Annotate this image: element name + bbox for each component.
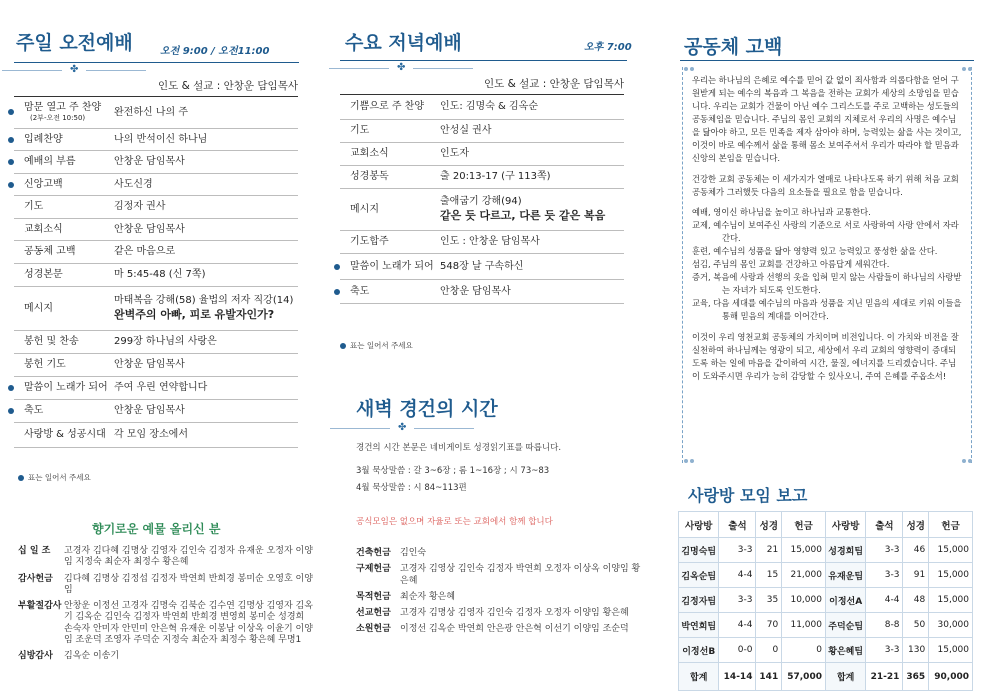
bullet-icon xyxy=(8,109,14,115)
report-header-row xyxy=(679,512,973,538)
order-value-text: 출애굽기 강해(94) xyxy=(440,196,522,208)
offering-list xyxy=(18,546,314,667)
order-value xyxy=(440,260,624,274)
confession-item: 섬김, 주님의 몸인 교회를 건강하고 아름답게 세워간다. xyxy=(692,259,890,270)
ornament-dot-icon xyxy=(690,67,694,71)
order-label xyxy=(14,405,114,417)
report-cell: 0 xyxy=(782,638,826,663)
sunday-underline xyxy=(14,62,299,63)
offering-names: 안창운 이정선 고경자 김명숙 김북순 김수연 김명상 김영자 김옥기 김옥순 김인숙 김정자 박연희 반희경 변영희 봉미순 성경희 손숙자 안미자 안민미 안은혁 유재운 이봉남 이상옥 이윤기 이양임 조운덕 조영자 주덕순 지정숙 최순자 최정수 황은혜 무명1 xyxy=(64,601,313,645)
offering-names: 고경자 김영상 김인숙 김정자 박연희 오정자 이상옥 이양임 황은혜 xyxy=(400,564,641,586)
report-row xyxy=(679,638,973,663)
order-value-text: 인도 : 안창운 담임목사 xyxy=(440,236,540,248)
order-value xyxy=(114,106,298,120)
report-cell: 48 xyxy=(903,588,929,613)
wednesday-underline xyxy=(340,60,627,61)
order-label-text: 축도 xyxy=(24,405,44,416)
report-cell: 90,000 xyxy=(929,663,973,691)
confession-item: 훈련, 예수님의 성품을 닮아 영향력 있고 능력있고 풍성한 삶을 산다. xyxy=(692,246,938,257)
order-value-text: 인도자 xyxy=(440,148,469,160)
order-value-text: 출 20:13-17 (구 113쪽) xyxy=(440,171,551,183)
order-label-text: 신앙고백 xyxy=(24,178,63,190)
order-row xyxy=(14,287,298,331)
order-row xyxy=(14,354,298,377)
order-label xyxy=(14,179,114,191)
order-value xyxy=(114,178,298,192)
confession-text xyxy=(692,74,964,391)
report-cell: 141 xyxy=(756,663,782,691)
order-label-text: 성경봉독 xyxy=(350,171,389,182)
order-value-text: 안창운 담임목사 xyxy=(114,223,185,235)
order-value xyxy=(114,268,298,282)
order-value-text: 안창운 담임목사 xyxy=(114,359,185,371)
report-cell: 365 xyxy=(903,663,929,691)
bullet-icon xyxy=(334,289,340,295)
report-cell: 합계 xyxy=(825,663,865,691)
sunday-order-table xyxy=(14,96,298,448)
wednesday-order-table xyxy=(340,94,624,304)
order-label xyxy=(340,236,440,248)
bullet-icon xyxy=(8,385,14,391)
order-row xyxy=(340,254,624,280)
confession-underline xyxy=(680,60,974,61)
confession-item: 예배, 영이신 하나님을 높이고 하나님과 교통한다. xyxy=(692,207,871,218)
order-label xyxy=(14,201,114,213)
confession-item: 증거, 복음에 사랑과 선행의 옷을 입혀 믿지 않는 사람들이 하나님의 사랑받는 자녀가 되도록 인도한다. xyxy=(692,272,962,296)
order-label xyxy=(14,224,114,236)
order-value-text: 299장 하나님의 사랑은 xyxy=(114,336,217,348)
order-label xyxy=(340,286,440,298)
order-value xyxy=(114,133,298,147)
report-cell: 4-4 xyxy=(719,563,756,588)
report-cell: 11,000 xyxy=(782,613,826,638)
confession-p3: 이것이 우리 영천교회 공동체의 가치이며 비전입니다. 이 가치와 비전을 잘 실천하여 하나님께는 영광이 되고, 세상에서 우리 교회의 영향력이 증대되도록 하는 일에 마음을 같이하여 시간, 물질, 에너지를 드리겠습니다. 주님이 도와주시면 우리가 능히 감당할 수 있사오니, 주여 은혜를 주옵소서! xyxy=(692,331,959,381)
order-label-text: 입례찬양 xyxy=(24,133,63,145)
offering-row xyxy=(356,592,646,603)
confession-item: 교육, 다음 세대를 예수님의 마음과 성품을 지닌 믿음의 세대로 키워 이들을 통해 믿음의 계대를 이어간다. xyxy=(692,298,962,321)
order-value xyxy=(114,200,298,214)
order-label-text: 교회소식 xyxy=(350,148,389,159)
order-row xyxy=(14,377,298,400)
order-value-highlight: 같은 듯 다르고, 다른 듯 같은 복음 xyxy=(440,208,606,222)
wednesday-time: 오후 7:00 xyxy=(584,42,632,53)
order-row xyxy=(340,189,624,231)
order-value-text: 548장 날 구속하신 xyxy=(440,260,524,272)
report-cell: 3-3 xyxy=(719,588,756,613)
order-value-text: 김정자 권사 xyxy=(114,201,166,213)
ornament-dot-icon xyxy=(690,459,694,463)
order-value-text: 마 5:45-48 (신 7쪽) xyxy=(114,269,206,281)
order-value-text: 인도: 김명숙 & 김옥순 xyxy=(440,101,538,113)
report-row xyxy=(679,613,973,638)
order-row xyxy=(340,143,624,166)
order-label-text: 말씀이 노래가 되어 xyxy=(350,260,434,272)
report-header-cell: 성경 xyxy=(756,512,782,538)
report-cell: 15,000 xyxy=(782,538,826,563)
order-label xyxy=(14,429,114,441)
order-label-text: 기도 xyxy=(24,201,44,212)
report-cell: 주덕순팀 xyxy=(825,613,865,638)
report-header-cell: 헌금 xyxy=(929,512,973,538)
sunday-time: 오전 9:00 / 오전11:00 xyxy=(160,46,270,57)
ornament-dot-icon xyxy=(684,67,688,71)
offering-names: 고경자 김명상 김영자 김인숙 김정자 오정자 이양임 황은혜 xyxy=(400,608,629,618)
sunday-standing-note xyxy=(28,472,91,483)
order-label xyxy=(14,303,114,315)
report-cell: 3-3 xyxy=(866,563,903,588)
report-header-cell: 사랑방 xyxy=(825,512,865,538)
order-label xyxy=(340,148,440,160)
dawn-line-1: 경건의 시간 본문은 네비게이토 성경읽기표를 따릅니다. xyxy=(356,443,562,453)
order-value xyxy=(440,285,624,299)
clover-ornament-icon: ✤ xyxy=(70,64,79,75)
bullet-icon xyxy=(18,475,24,481)
confession-p2: 건강한 교회 공동체는 이 세가지가 열매로 나타나도록 하기 위해 처음 교회 공동체가 그러했듯 다음의 요소들을 필요로 함을 믿습니다. xyxy=(692,173,959,197)
order-value-text: 각 모임 장소에서 xyxy=(114,429,188,441)
order-value xyxy=(440,235,624,249)
report-cell: 김옥순팀 xyxy=(679,563,719,588)
ornament-dot-icon xyxy=(684,459,688,463)
order-label-text: 기도합주 xyxy=(350,236,389,247)
order-row xyxy=(14,423,298,448)
order-label-text: 성경본문 xyxy=(24,269,63,280)
report-cell: 50 xyxy=(903,613,929,638)
order-value xyxy=(440,147,624,161)
report-cell: 8-8 xyxy=(866,613,903,638)
order-label xyxy=(14,269,114,281)
report-title: 사랑방 모임 보고 xyxy=(688,486,808,505)
order-value-text: 주여 우린 연약합니다 xyxy=(114,382,208,394)
order-row xyxy=(14,264,298,287)
report-cell: 70 xyxy=(756,613,782,638)
sunday-leader: 인도 & 설교 : 안창운 담임목사 xyxy=(158,80,298,92)
order-label xyxy=(340,101,440,113)
order-value xyxy=(440,170,624,184)
wednesday-standing-note xyxy=(350,340,413,351)
offering-kind: 목적헌금 xyxy=(356,591,391,602)
bullet-icon xyxy=(8,159,14,165)
order-label xyxy=(14,336,114,348)
order-value-text: 마태복음 강해(58) 율법의 저자 직강(14) xyxy=(114,295,294,307)
report-cell: 15,000 xyxy=(929,638,973,663)
order-label-text: 봉헌 및 찬송 xyxy=(24,336,79,347)
clover-ornament-icon: ✤ xyxy=(398,422,407,433)
ornament-dot-icon xyxy=(968,67,972,71)
report-cell: 46 xyxy=(903,538,929,563)
order-value xyxy=(114,155,298,169)
order-label-text: 맘문 열고 주 찬양 xyxy=(24,102,102,114)
order-label xyxy=(14,382,114,394)
order-label xyxy=(340,171,440,183)
report-row xyxy=(679,663,973,691)
report-cell: 15 xyxy=(756,563,782,588)
dawn-line-3: 4월 묵상말씀 : 시 84~113편 xyxy=(356,483,467,493)
order-row xyxy=(14,331,298,354)
report-cell: 김정자팀 xyxy=(679,588,719,613)
order-value xyxy=(440,195,624,223)
order-label-text: 교회소식 xyxy=(24,223,63,235)
report-cell: 성경희팀 xyxy=(825,538,865,563)
offering-names: 고경자 김다혜 김명상 김영자 김인숙 김정자 유재운 오정자 이양임 지정숙 최순자 최정수 황은혜 xyxy=(64,546,313,568)
order-label-sub: (2부-오전 10:50) xyxy=(30,114,86,123)
report-header-cell: 출석 xyxy=(719,512,756,538)
offering-title: 향기로운 예물 올리신 분 xyxy=(92,522,221,536)
offering-names: 김옥순 이송기 xyxy=(64,651,120,661)
report-cell: 30,000 xyxy=(929,613,973,638)
wednesday-title: 수요 저녁예배 xyxy=(345,32,462,54)
report-cell: 3-3 xyxy=(866,638,903,663)
order-value xyxy=(440,124,624,138)
confession-title: 공동체 고백 xyxy=(684,36,783,58)
order-value xyxy=(114,381,298,395)
order-value-text: 완전하신 나의 주 xyxy=(114,106,188,118)
order-label-text: 공동체 고백 xyxy=(24,246,76,257)
report-cell: 130 xyxy=(903,638,929,663)
order-row xyxy=(14,400,298,423)
order-row xyxy=(14,241,298,264)
order-value xyxy=(114,223,298,237)
order-row xyxy=(14,129,298,151)
order-value xyxy=(114,294,298,322)
offering-kind: 선교헌금 xyxy=(356,608,391,618)
ornament-dot-icon xyxy=(962,67,966,71)
order-label-text: 사랑방 & 성공시대 xyxy=(24,429,106,440)
order-value xyxy=(114,335,298,349)
report-cell: 0-0 xyxy=(719,638,756,663)
offering-names: 김다혜 김명상 김정섭 김정자 박연희 반희경 봉미순 오영호 이양임 xyxy=(64,573,313,595)
report-cell: 91 xyxy=(903,563,929,588)
order-value-highlight: 완벽주의 아빠, 피로 유발자인가? xyxy=(114,307,275,321)
bullet-icon xyxy=(8,137,14,143)
report-cell: 3-3 xyxy=(866,538,903,563)
order-row xyxy=(340,231,624,254)
offering-row xyxy=(18,574,314,597)
order-label-text: 메시지 xyxy=(350,203,379,215)
report-cell: 합계 xyxy=(679,663,719,691)
offering-kind: 건축헌금 xyxy=(356,548,391,558)
report-cell: 3-3 xyxy=(719,538,756,563)
offering-row xyxy=(18,601,314,646)
report-cell: 15,000 xyxy=(929,588,973,613)
order-row xyxy=(340,95,624,120)
offering-names: 최순자 황은혜 xyxy=(400,591,456,602)
order-value-text: 사도신경 xyxy=(114,178,153,190)
order-row xyxy=(14,151,298,174)
report-cell: 35 xyxy=(756,588,782,613)
ornament-dot-icon xyxy=(962,459,966,463)
offering-names: 이정선 김옥순 박연희 안은광 안은혁 이선기 이양임 조순덕 xyxy=(400,624,629,635)
sunday-title: 주일 오전예배 xyxy=(16,32,133,54)
offering-kind: 감사헌금 xyxy=(18,573,53,584)
ornament-dot-icon xyxy=(968,459,972,463)
wednesday-note-text: 표는 일어서 주세요 xyxy=(350,341,413,350)
bullet-icon xyxy=(334,264,340,270)
order-label xyxy=(340,204,440,216)
report-cell: 박연희팀 xyxy=(679,613,719,638)
report-cell: 이정선B xyxy=(679,638,719,663)
report-row xyxy=(679,538,973,563)
order-label xyxy=(14,156,114,168)
offering-row xyxy=(18,651,314,662)
bullet-icon xyxy=(8,182,14,188)
order-label-text: 말씀이 노래가 되어 xyxy=(24,382,108,393)
order-label xyxy=(14,102,114,122)
offering-kind: 구제헌금 xyxy=(356,564,391,575)
order-row xyxy=(14,97,298,129)
report-header-cell: 사랑방 xyxy=(679,512,719,538)
report-cell: 21 xyxy=(756,538,782,563)
offering-row xyxy=(18,546,314,569)
offering-kind: 소원헌금 xyxy=(356,624,391,635)
wednesday-leader: 인도 & 설교 : 안창운 담임목사 xyxy=(484,78,624,90)
order-label xyxy=(340,261,440,273)
report-cell: 21,000 xyxy=(782,563,826,588)
order-value xyxy=(114,404,298,418)
order-row xyxy=(340,280,624,304)
report-header-cell: 헌금 xyxy=(782,512,826,538)
order-label-text: 메시지 xyxy=(24,302,53,314)
report-cell: 4-4 xyxy=(719,613,756,638)
offering-row xyxy=(356,564,646,587)
dawn-title: 새벽 경건의 시간 xyxy=(356,398,498,420)
order-value-text: 안창운 담임목사 xyxy=(440,285,511,297)
order-value xyxy=(114,428,298,442)
offering-list-2 xyxy=(356,548,646,641)
clover-ornament-icon: ✤ xyxy=(397,62,406,73)
confession-p1: 우리는 하나님의 은혜로 예수를 믿어 값 없이 죄사함과 의롭다함을 얻어 구원받게 되는 예수의 복음과 그 복음을 전하는 교회가 세상의 소망임을 믿습니다. 우리는 교회가 건물이 아닌 예수 그리스도를 주로 고백하는 성도들의 공동체임을 믿습니다. 주님의 몸인 교회의 지체로서 우리의 사명은 예수님을 닮아야 하고, 모든 민족을 제자 삼아야 하며, 능력있는 삶을 사는 것이고, 이것이 바로 예수께서 삶을 통해 몸소 보여주셔서 우리가 따라야 할 믿음과 신앙의 본임을 믿습니다. xyxy=(692,75,962,163)
order-value xyxy=(440,100,624,114)
report-cell: 10,000 xyxy=(782,588,826,613)
dawn-line-4: 공식모임은 없으며 자율로 또는 교회에서 함께 합니다 xyxy=(356,517,553,527)
order-value-text: 안성실 권사 xyxy=(440,125,492,137)
order-label xyxy=(14,359,114,371)
order-label-text: 예배의 부름 xyxy=(24,156,76,167)
offering-row xyxy=(356,624,646,635)
order-value xyxy=(114,245,298,259)
confession-items xyxy=(692,206,964,322)
report-cell: 이정선A xyxy=(825,588,865,613)
report-cell: 21-21 xyxy=(866,663,903,691)
report-cell: 0 xyxy=(756,638,782,663)
report-cell: 황은혜팀 xyxy=(825,638,865,663)
order-label-text: 기쁨으로 주 찬양 xyxy=(350,101,424,112)
offering-kind: 십 일 조 xyxy=(18,546,51,556)
sunday-note-text: 표는 일어서 주세요 xyxy=(28,473,91,482)
order-value-text: 안창운 담임목사 xyxy=(114,156,185,168)
dawn-line-2: 3월 묵상말씀 : 갈 3~6장 ; 롬 1~16장 ; 시 73~83 xyxy=(356,466,550,476)
order-label-text: 축도 xyxy=(350,285,370,297)
order-value xyxy=(114,358,298,372)
offering-kind: 심방감사 xyxy=(18,651,53,661)
report-cell: 14-14 xyxy=(719,663,756,691)
order-row xyxy=(340,166,624,189)
bullet-icon xyxy=(8,408,14,414)
report-row xyxy=(679,563,973,588)
order-value-text: 안창운 담임목사 xyxy=(114,405,185,417)
report-header-cell: 출석 xyxy=(866,512,903,538)
order-label-text: 기도 xyxy=(350,125,370,136)
order-row xyxy=(14,174,298,196)
order-label-text: 봉헌 기도 xyxy=(24,359,66,370)
offering-kind: 부활절감사 xyxy=(18,601,62,611)
order-value-text: 나의 반석이신 하나님 xyxy=(114,133,208,145)
report-header-cell: 성경 xyxy=(903,512,929,538)
confession-item: 교제, 예수님이 보여주신 사랑의 기준으로 서로 사랑하여 사랑 안에서 자라간다. xyxy=(692,220,959,244)
report-cell: 15,000 xyxy=(929,538,973,563)
report-cell: 유재운팀 xyxy=(825,563,865,588)
order-row xyxy=(14,196,298,219)
offering-row xyxy=(356,548,646,559)
order-label xyxy=(340,125,440,137)
report-cell: 김명숙팀 xyxy=(679,538,719,563)
report-table xyxy=(678,511,973,691)
offering-names: 김인숙 xyxy=(400,548,427,558)
order-row xyxy=(14,219,298,241)
order-row xyxy=(340,120,624,143)
bullet-icon xyxy=(340,343,346,349)
report-cell: 15,000 xyxy=(929,563,973,588)
order-value-text: 같은 마음으로 xyxy=(114,246,176,258)
report-cell: 57,000 xyxy=(782,663,826,691)
order-label xyxy=(14,134,114,146)
report-row xyxy=(679,588,973,613)
order-label xyxy=(14,246,114,258)
report-cell: 4-4 xyxy=(866,588,903,613)
offering-row xyxy=(356,608,646,619)
